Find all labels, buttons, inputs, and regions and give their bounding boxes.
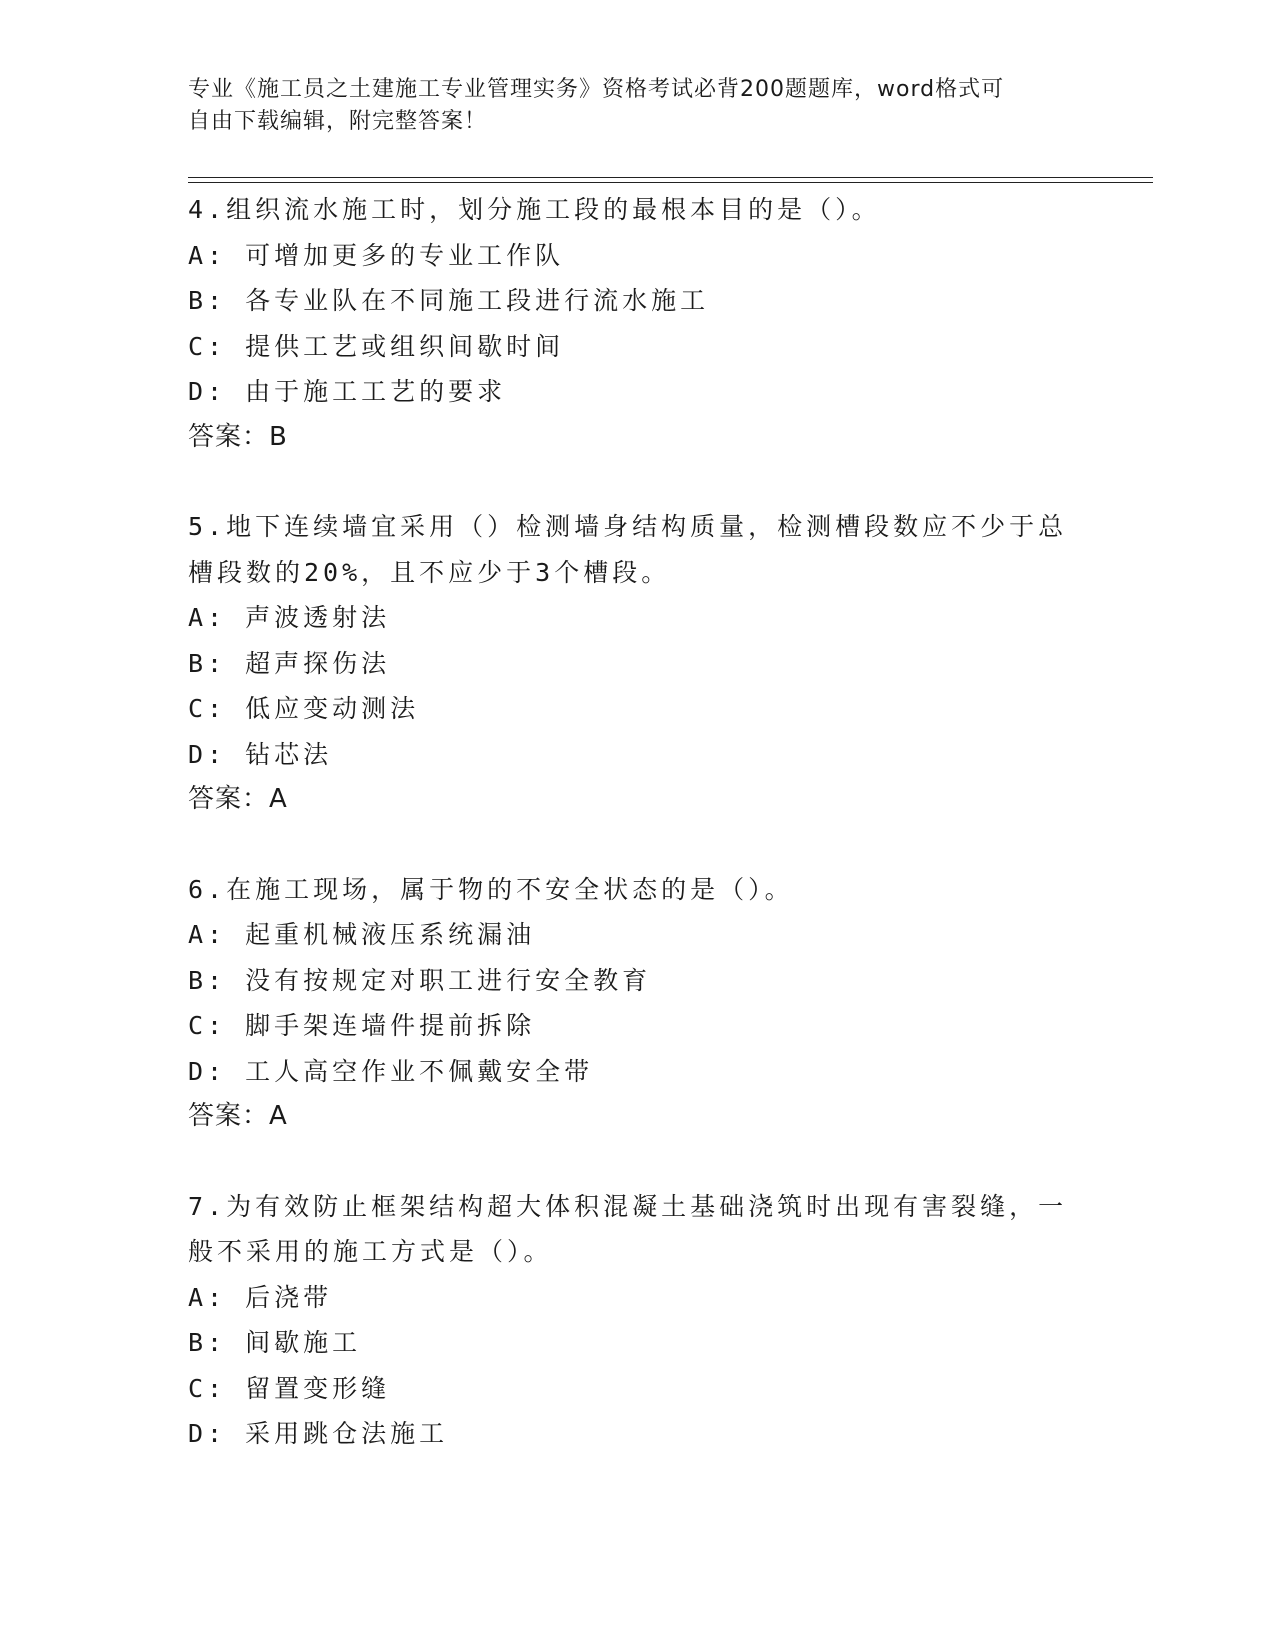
option-b [188, 958, 1088, 1004]
option-a [188, 912, 1088, 958]
header-line-2: 自由下载编辑，附完整答案！ [188, 109, 488, 134]
option-b [188, 641, 1088, 687]
header-divider-top [188, 177, 1153, 178]
option-text: 声波透射法 [245, 603, 391, 632]
option-d [188, 369, 1088, 415]
option-text: 低应变动测法 [245, 694, 420, 723]
question-stem-line: 6.在施工现场，属于物的不安全状态的是（）。 [188, 874, 794, 904]
question-stem-line: 5.地下连续墙宜采用（）检测墙身结构质量，检测槽段数应不少于总 [188, 512, 1068, 541]
question-stem-line: 槽段数的20%，且不应少于3个槽段。 [188, 557, 671, 587]
option-label: C: [188, 694, 227, 723]
option-label: C: [188, 331, 227, 361]
document-header [188, 74, 1068, 138]
option-label: B: [188, 648, 227, 678]
option-label: C: [188, 1011, 227, 1040]
question-4 [188, 187, 1088, 460]
option-a [188, 595, 1088, 641]
option-label: A: [188, 920, 227, 949]
option-text: 留置变形缝 [245, 1373, 391, 1403]
option-text: 提供工艺或组织间歇时间 [245, 331, 565, 361]
option-text: 由于施工工艺的要求 [245, 377, 507, 406]
option-text: 间歇施工 [245, 1328, 362, 1357]
option-label: B: [188, 1328, 227, 1357]
answer-line: 答案：A [188, 784, 288, 814]
option-d [188, 1049, 1088, 1095]
question-stem-line: 般不采用的施工方式是（）。 [188, 1237, 553, 1266]
option-text: 工人高空作业不佩戴安全带 [245, 1056, 594, 1086]
header-line-1: 专业《施工员之土建施工专业管理实务》资格考试必背200题题库，word格式可 [188, 77, 1005, 102]
option-label: A: [188, 1282, 227, 1312]
question-stem [188, 504, 1088, 595]
option-text: 各专业队在不同施工段进行流水施工 [245, 286, 710, 315]
option-label: B: [188, 286, 227, 315]
option-label: D: [188, 377, 227, 406]
option-text: 起重机械液压系统漏油 [245, 920, 536, 949]
option-c [188, 1003, 1088, 1049]
question-list [188, 187, 1088, 1457]
option-label: B: [188, 965, 227, 995]
option-c [188, 686, 1088, 732]
header-divider-bottom [188, 182, 1153, 183]
option-d [188, 1411, 1088, 1457]
question-stem [188, 187, 1088, 233]
question-stem-line: 4.组织流水施工时，划分施工段的最根本目的是（）。 [188, 195, 881, 224]
option-text: 没有按规定对职工进行安全教育 [245, 965, 652, 995]
question-stem [188, 1184, 1088, 1275]
answer-line: 答案：B [188, 421, 288, 452]
answer-line: 答案：A [188, 1101, 288, 1131]
option-c [188, 324, 1088, 370]
option-text: 后浇带 [245, 1282, 333, 1312]
option-text: 可增加更多的专业工作队 [245, 240, 565, 270]
option-label: D: [188, 1419, 227, 1448]
question-7 [188, 1184, 1088, 1457]
question-6 [188, 867, 1088, 1140]
option-c [188, 1366, 1088, 1412]
option-d [188, 732, 1088, 778]
question-stem-line: 7.为有效防止框架结构超大体积混凝土基础浇筑时出现有害裂缝，一 [188, 1191, 1068, 1221]
option-text: 脚手架连墙件提前拆除 [245, 1011, 536, 1040]
question-5 [188, 504, 1088, 823]
option-text: 超声探伤法 [245, 648, 391, 678]
option-label: C: [188, 1373, 227, 1403]
option-b [188, 1320, 1088, 1366]
option-a [188, 233, 1088, 279]
option-label: D: [188, 1056, 227, 1086]
option-label: A: [188, 240, 227, 270]
option-text: 钻芯法 [245, 739, 333, 769]
option-b [188, 278, 1088, 324]
option-a [188, 1275, 1088, 1321]
option-label: A: [188, 603, 227, 632]
option-label: D: [188, 739, 227, 769]
option-text: 采用跳仓法施工 [245, 1419, 449, 1448]
question-stem [188, 867, 1088, 913]
